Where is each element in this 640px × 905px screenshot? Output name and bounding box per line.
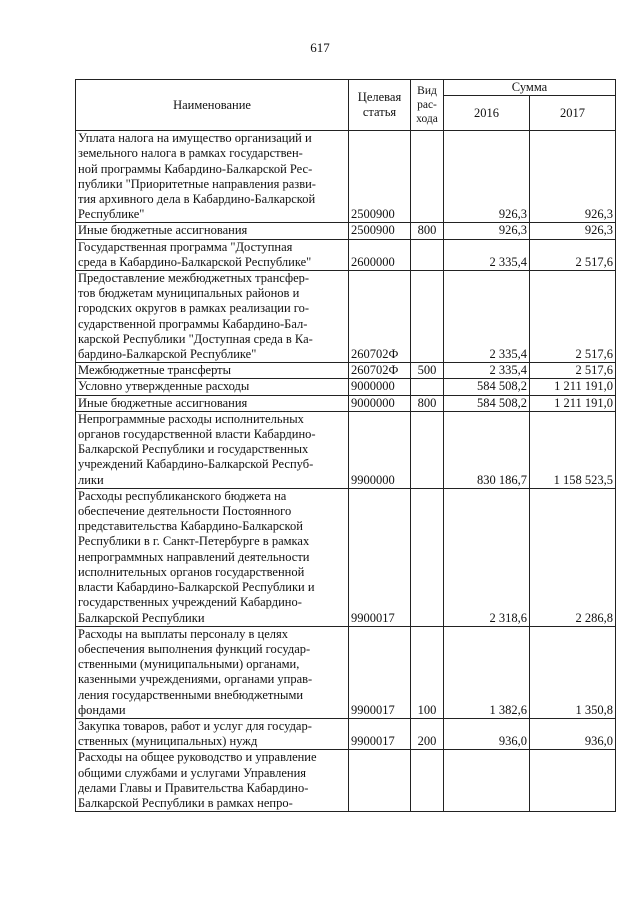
row-expense-type	[411, 239, 444, 270]
row-amount-2017: 2 517,6	[530, 271, 616, 363]
row-amount-2016: 2 335,4	[444, 271, 530, 363]
table-row	[76, 271, 616, 363]
table-row	[76, 750, 616, 812]
header-year-2016: 2016	[444, 96, 530, 131]
table-row	[76, 223, 616, 239]
row-name: Межбюджетные трансферты	[76, 363, 349, 379]
row-target-article: 9000000	[349, 379, 411, 395]
row-amount-2016: 2 335,4	[444, 363, 530, 379]
row-amount-2017: 1 211 191,0	[530, 379, 616, 395]
row-name: Расходы на общее руководство и управление общими службами и услугами Управления делами Главы и Правительства Кабардино- Балкарской Республики в рамках непро-	[76, 750, 349, 812]
row-target-article: 2500900	[349, 223, 411, 239]
row-amount-2017: 2 517,6	[530, 363, 616, 379]
row-amount-2017: 2 517,6	[530, 239, 616, 270]
row-target-article	[349, 750, 411, 812]
row-target-article: 9900017	[349, 488, 411, 626]
header-year-2017: 2017	[530, 96, 616, 131]
row-amount-2017	[530, 750, 616, 812]
row-name: Условно утвержденные расходы	[76, 379, 349, 395]
row-expense-type: 800	[411, 395, 444, 411]
row-amount-2016: 926,3	[444, 131, 530, 223]
row-target-article: 2500900	[349, 131, 411, 223]
table-row	[76, 239, 616, 270]
header-sum: Сумма	[444, 80, 616, 96]
row-expense-type	[411, 488, 444, 626]
row-amount-2017: 2 286,8	[530, 488, 616, 626]
row-amount-2017: 1 211 191,0	[530, 395, 616, 411]
row-expense-type	[411, 271, 444, 363]
page-number: 617	[310, 40, 330, 55]
budget-table	[75, 79, 616, 812]
row-expense-type: 200	[411, 718, 444, 749]
row-name: Непрограммные расходы исполнительных органов государственной власти Кабардино- Балкарской Республики и государственных учреждений Кабардино-Балкарской Респуб- лики	[76, 411, 349, 488]
row-name: Расходы республиканского бюджета на обеспечение деятельности Постоянного представительства Кабардино-Балкарской Республики в г. Санкт-Петербурге в рамках непрограммных направлений деятельности исполнительных органов государственной власти Кабардино-Балкарской Республики и государственных учреждений Кабардино- Балкарской Республики	[76, 488, 349, 626]
row-name: Иные бюджетные ассигнования	[76, 395, 349, 411]
row-target-article: 9900017	[349, 626, 411, 718]
row-name: Государственная программа "Доступная среда в Кабардино-Балкарской Республике"	[76, 239, 349, 270]
row-name: Закупка товаров, работ и услуг для государ- ственных (муниципальных) нужд	[76, 718, 349, 749]
row-expense-type: 500	[411, 363, 444, 379]
row-amount-2016: 936,0	[444, 718, 530, 749]
table-row	[76, 718, 616, 749]
row-amount-2016: 830 186,7	[444, 411, 530, 488]
table-row	[76, 395, 616, 411]
row-name: Предоставление межбюджетных трансфер- тов бюджетам муниципальных районов и городских округов в рамках реализации го- сударственной программы Кабардино-Бал- карской Республики "Доступная среда в Ка- бардино-Балкарской Республике"	[76, 271, 349, 363]
table-row	[76, 626, 616, 718]
header-row	[76, 80, 616, 96]
row-amount-2017: 1 350,8	[530, 626, 616, 718]
row-amount-2016	[444, 750, 530, 812]
row-amount-2017: 936,0	[530, 718, 616, 749]
table-row	[76, 379, 616, 395]
row-amount-2016: 2 318,6	[444, 488, 530, 626]
row-target-article: 9900000	[349, 411, 411, 488]
row-target-article: 260702Ф	[349, 363, 411, 379]
row-target-article: 2600000	[349, 239, 411, 270]
table-body	[76, 131, 616, 812]
row-amount-2016: 926,3	[444, 223, 530, 239]
table-row	[76, 411, 616, 488]
table-row	[76, 488, 616, 626]
row-amount-2017: 926,3	[530, 223, 616, 239]
row-name: Уплата налога на имущество организаций и земельного налога в рамках государствен- ной программы Кабардино-Балкарской Рес- публики "Приоритетные направления разви- тия архивного дела в Кабардино-Балкарской Республике"	[76, 131, 349, 223]
table-row	[76, 131, 616, 223]
header-name: Наименование	[76, 80, 349, 131]
header-vid: Вид рас- хода	[411, 80, 444, 131]
table-row	[76, 363, 616, 379]
row-expense-type	[411, 750, 444, 812]
row-expense-type: 800	[411, 223, 444, 239]
row-amount-2016: 1 382,6	[444, 626, 530, 718]
row-expense-type	[411, 131, 444, 223]
row-expense-type: 100	[411, 626, 444, 718]
header-article: Целевая статья	[349, 80, 411, 131]
row-target-article: 9900017	[349, 718, 411, 749]
row-amount-2017: 1 158 523,5	[530, 411, 616, 488]
row-target-article: 9000000	[349, 395, 411, 411]
row-amount-2017: 926,3	[530, 131, 616, 223]
row-name: Расходы на выплаты персоналу в целях обеспечения выполнения функций государ- ственными (муниципальными) органами, казенными учреждениями, органами управ- ления государственными внебюджетными фондами	[76, 626, 349, 718]
row-amount-2016: 584 508,2	[444, 379, 530, 395]
row-amount-2016: 584 508,2	[444, 395, 530, 411]
row-name: Иные бюджетные ассигнования	[76, 223, 349, 239]
row-amount-2016: 2 335,4	[444, 239, 530, 270]
row-target-article: 260702Ф	[349, 271, 411, 363]
row-expense-type	[411, 411, 444, 488]
row-expense-type	[411, 379, 444, 395]
